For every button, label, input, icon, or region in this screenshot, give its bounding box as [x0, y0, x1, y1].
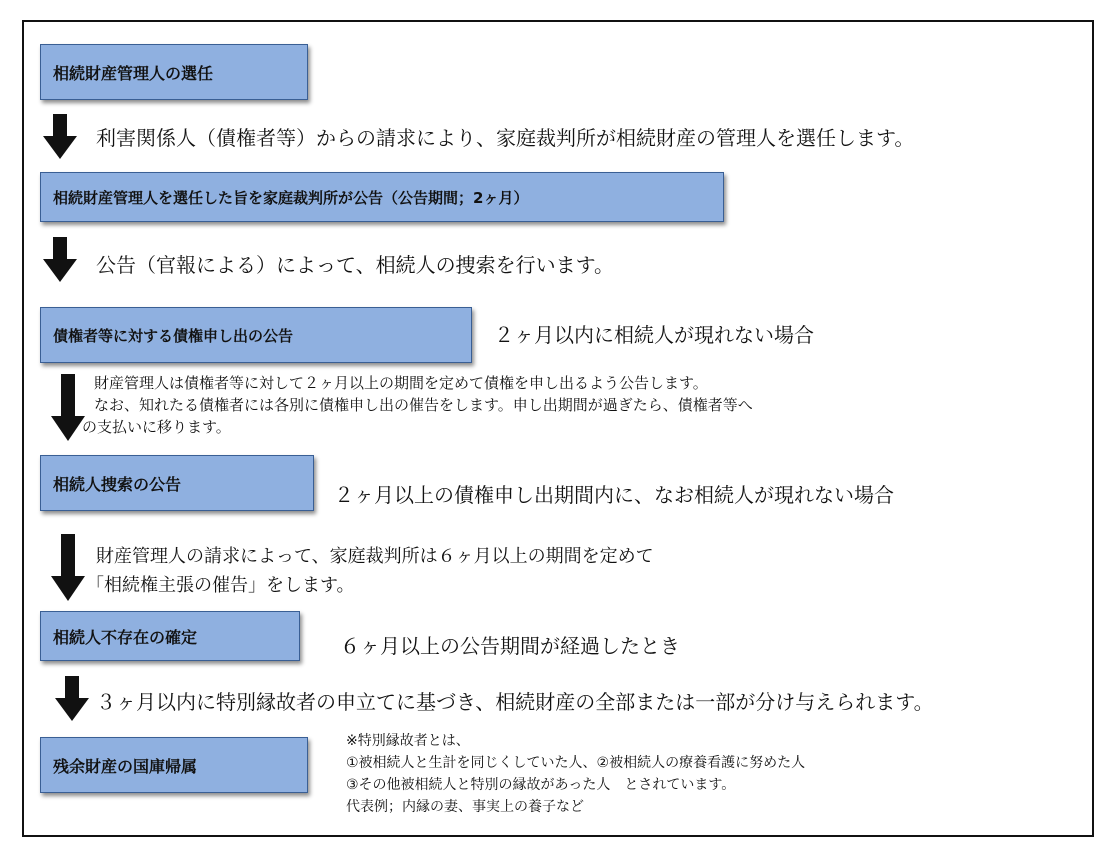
step-title: 相続財産管理人を選任した旨を家庭裁判所が公告（公告期間；2ヶ月）: [53, 188, 529, 207]
step-title: 相続財産管理人の選任: [53, 63, 214, 83]
note-line-4: 代表例；内縁の妻、事実上の養子など: [346, 799, 584, 815]
description-3-line-2: なお、知れたる債権者には各別に債権申し出の催告をします。申し出期間が過ぎたら、債権者等へ: [94, 396, 753, 414]
step-box-heir-search: [40, 455, 314, 511]
step-box-announcement: [40, 172, 724, 222]
description-3-line-3: の支払いに移ります。: [82, 418, 231, 436]
description-5: ３ヶ月以内に特別縁故者の申立てに基づき、相続財産の全部または一部が分け与えられます。: [96, 690, 934, 714]
note-line-3: ③その他被相続人と特別の縁故があった人 とされています。: [346, 777, 736, 793]
step-title: 残余財産の国庫帰属: [53, 756, 198, 776]
down-arrow-icon: [54, 676, 90, 722]
step-title: 相続人不存在の確定: [53, 627, 198, 647]
description-4-line-2: 「相続権主張の催告」をします。: [86, 575, 355, 596]
step-box-no-heir-confirmed: [40, 611, 300, 661]
step-box-creditor-notice: [40, 307, 472, 363]
down-arrow-icon: [50, 534, 86, 602]
note-line-2: ①被相続人と生計を同じくしていた人、②被相続人の療養看護に努めた人: [346, 755, 806, 771]
description-2: 公告（官報による）によって、相続人の捜索を行います。: [96, 253, 614, 277]
description-1: 利害関係人（債権者等）からの請求により、家庭裁判所が相続財産の管理人を選任します。: [96, 126, 915, 150]
down-arrow-icon: [42, 114, 78, 160]
description-4-line-1: 財産管理人の請求によって、家庭裁判所は６ヶ月以上の期間を定めて: [96, 546, 654, 567]
description-3-line-1: 財産管理人は債権者等に対して２ヶ月以上の期間を定めて債権を申し出るよう公告します。: [94, 374, 708, 392]
step-box-appointment: [40, 44, 308, 100]
condition-1: ２ヶ月以内に相続人が現れない場合: [494, 323, 814, 347]
step-title: 相続人捜索の公告: [53, 474, 182, 494]
down-arrow-icon: [50, 374, 86, 442]
condition-3: ６ヶ月以上の公告期間が経過したとき: [340, 634, 680, 658]
diagram-frame: [22, 20, 1094, 837]
step-title: 債権者等に対する債権申し出の公告: [53, 326, 294, 345]
step-box-escheat: [40, 737, 308, 793]
note-line-1: ※特別縁故者とは、: [346, 733, 470, 749]
down-arrow-icon: [42, 237, 78, 283]
condition-2: ２ヶ月以上の債権申し出期間内に、なお相続人が現れない場合: [334, 483, 894, 507]
